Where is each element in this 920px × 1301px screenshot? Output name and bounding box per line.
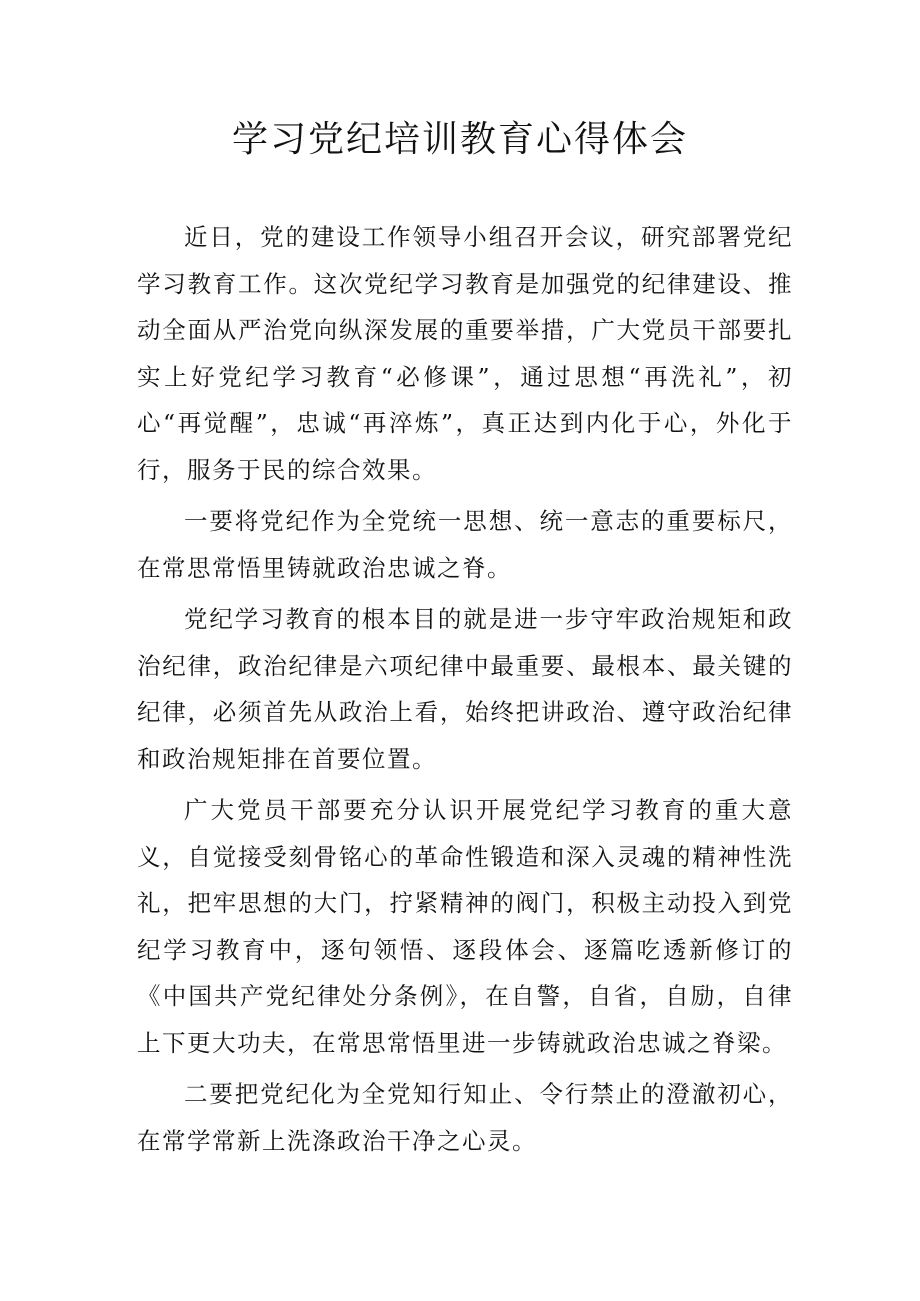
paragraph-point-two: 二要把党纪化为全党知行知止、令行禁止的澄澈初心，在常学常新上洗涤政治干净之心灵。 xyxy=(137,1080,793,1155)
document-title: 学习党纪培训教育心得体会 xyxy=(231,119,688,160)
paragraph-point-one: 一要将党纪作为全党统一思想、统一意志的重要标尺，在常思常悟里铸就政治忠诚之脊。 xyxy=(137,507,793,582)
paragraph-cadres: 广大党员干部要充分认识开展党纪学习教育的重大意义，自觉接受刻骨铭心的革命性锻造和深入灵魂的精神性洗礼，把牢思想的大门，拧紧精神的阀门，积极主动投入到党纪学习教育中，逐句领悟、逐段体会、逐篇吃透新修订的《中国共产党纪律处分条例》，在自警，自省，自励，自律上下更大功夫，在常思常悟里进一步铸就政治忠诚之脊梁。 xyxy=(137,796,793,1057)
paragraph-intro: 近日，党的建设工作领导小组召开会议，研究部署党纪学习教育工作。这次党纪学习教育是加强党的纪律建设、推动全面从严治党向纵深发展的重要举措，广大党员干部要扎实上好党纪学习教育“必修课”，通过思想“再洗礼”，初心“再觉醒”，忠诚“再淬炼”，真正达到内化于心，外化于行，服务于民的综合效果。 xyxy=(137,223,793,484)
document-body xyxy=(137,214,793,1169)
paragraph-political-discipline: 党纪学习教育的根本目的就是进一步守牢政治规矩和政治纪律，政治纪律是六项纪律中最重要、最根本、最关键的纪律，必须首先从政治上看，始终把讲政治、遵守政治纪律和政治规矩排在首要位置。 xyxy=(137,605,793,773)
